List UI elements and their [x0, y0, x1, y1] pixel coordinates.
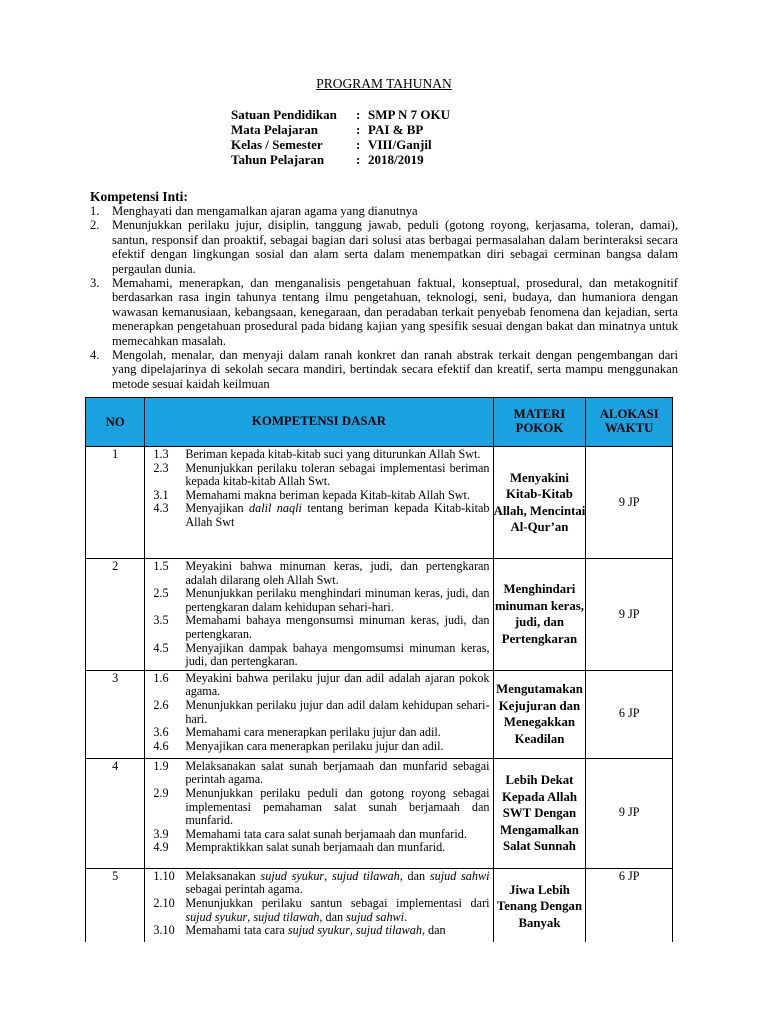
kd-item — [148, 672, 489, 699]
table-viewport — [85, 397, 675, 942]
ki-text: Menghayati dan mengamalkan ajaran agama yang dianutnya — [112, 204, 418, 218]
kd-table — [85, 397, 673, 942]
table-row — [86, 868, 673, 942]
kd-item — [148, 760, 489, 787]
materi-pokok: Menghindari minuman keras, judi, dan Pertengkaran — [493, 559, 586, 671]
kd-text: Memahami tata cara salat sunah berjamaah dan munfarid. — [185, 826, 467, 841]
ki-text: Mengolah, menalar, dan menyaji dalam ranah konkret dan ranah abstrak terkait dengan pengembangan dari yang dipelajarinya di sekolah secara mandiri, bertindak secara efektif dan kreatif, serta mampu menggunakan metode sesuai kaidah keilmuan — [112, 348, 678, 391]
ki-item — [90, 218, 678, 276]
kd-code: 2.9 — [153, 785, 169, 800]
row-number: 1 — [86, 447, 145, 559]
kd-code: 1.10 — [153, 868, 175, 883]
alokasi-waktu: 9 JP — [586, 758, 673, 868]
kd-cell — [145, 670, 493, 758]
kd-item — [148, 924, 489, 938]
meta-colon: : — [356, 122, 361, 137]
kd-code: 3.9 — [153, 826, 169, 841]
table-header-row — [86, 398, 673, 447]
materi-pokok: Lebih Dekat Kepada Allah SWT Dengan Mengamalkan Salat Sunnah — [493, 758, 586, 868]
ki-item — [90, 276, 678, 348]
meta-colon: : — [356, 137, 361, 152]
kd-item — [148, 699, 489, 726]
kd-item — [148, 587, 489, 614]
table-row — [86, 559, 673, 671]
kd-text: Melaksanakan salat sunah berjamaah dan munfarid sebagai perintah agama. — [185, 758, 490, 787]
materi-pokok: Jiwa Lebih Tenang Dengan Banyak — [493, 868, 586, 942]
kd-code: 3.10 — [153, 923, 175, 938]
page-title: PROGRAM TAHUNAN — [316, 76, 452, 91]
kd-item — [148, 740, 489, 754]
meta-value: 2018/2019 — [368, 152, 424, 167]
kd-item — [148, 560, 489, 587]
kd-code: 2.6 — [153, 697, 169, 712]
meta-row-satuan — [231, 107, 450, 122]
meta-value: VIII/Ganjil — [368, 137, 432, 152]
kd-code: 4.9 — [153, 840, 169, 855]
kd-text: Menunjukkan perilaku menghindari minuman keras, judi, dan pertengkaran dalam kehidupan sehari-hari. — [185, 586, 490, 614]
alokasi-waktu: 9 JP — [586, 559, 673, 671]
ki-number: 3. — [90, 276, 100, 291]
meta-row-tahun — [231, 152, 450, 167]
kd-item — [148, 828, 489, 842]
kd-text: Memahami makna beriman kepada Kitab-kitab Allah Swt. — [185, 487, 470, 502]
kd-text: Menyajikan dalil naqli tentang beriman kepada Kitab-kitab Allah Swt — [185, 501, 490, 529]
meta-row-mapel — [231, 122, 450, 137]
header-no: NO — [86, 398, 145, 447]
meta-key: Tahun Pelajaran — [231, 152, 325, 167]
table-row — [86, 670, 673, 758]
kd-code: 2.5 — [153, 586, 169, 601]
ki-text: Memahami, menerapkan, dan menganalisis pengetahuan faktual, konseptual, prosedural, dan metakognitif berdasarkan rasa ingin tahunya tentang ilmu pengetahuan, teknologi, seni, budaya, dan humaniora dengan wawasan kemanusiaan, kebangsaan, kenegaraan, dan peradaban terkait penyebab fenomena dan kejadian, serta menerapkan pengetahuan prosedural pada bidang kajian yang spesifik sesuai dengan bakat dan minatnya untuk memecahkan masalah. — [112, 276, 678, 348]
row-number: 2 — [86, 559, 145, 671]
kd-text: Beriman kepada kitab-kitab suci yang diturunkan Allah Swt. — [185, 447, 481, 461]
kd-code: 1.9 — [153, 758, 169, 773]
meta-colon: : — [356, 107, 361, 122]
kd-item — [148, 841, 489, 855]
kd-code: 2.10 — [153, 895, 175, 910]
kd-cell — [145, 559, 493, 671]
kd-item — [148, 462, 489, 489]
kd-cell — [145, 868, 493, 942]
table-row — [86, 758, 673, 868]
materi-pokok: Mengutamakan Kejujuran dan Menegakkan Keadilan — [493, 670, 586, 758]
alokasi-waktu: 6 JP — [586, 868, 673, 942]
kd-text: Menunjukkan perilaku toleran sebagai implementasi beriman kepada kitab-kitab Allah Swt. — [185, 460, 490, 489]
ki-heading: Kompetensi Inti: — [90, 189, 188, 204]
kd-cell — [145, 758, 493, 868]
kd-text: Memahami bahaya mengonsumsi minuman keras, judi, dan pertengkaran. — [185, 613, 490, 641]
kd-item — [148, 614, 489, 641]
row-number: 3 — [86, 670, 145, 758]
meta-value: SMP N 7 OKU — [368, 107, 450, 122]
kd-text: Menyajikan cara menerapkan perilaku jujur dan adil. — [185, 738, 444, 753]
ki-item — [90, 348, 678, 391]
meta-colon: : — [356, 152, 361, 167]
ki-number: 1. — [90, 204, 100, 218]
kd-item — [148, 489, 489, 503]
kd-text: Memahami tata cara sujud syukur, sujud tilawah, dan — [185, 923, 446, 938]
header-alokasi: ALOKASI WAKTU — [586, 398, 673, 447]
kd-code: 4.5 — [153, 640, 169, 655]
header-materi: MATERI POKOK — [493, 398, 586, 447]
meta-key: Kelas / Semester — [231, 137, 323, 152]
kd-text: Menunjukkan perilaku jujur dan adil dalam kehidupan sehari-hari. — [185, 697, 490, 726]
kd-code: 1.5 — [153, 559, 169, 573]
kd-text: Meyakini bahwa perilaku jujur dan adil adalah ajaran pokok agama. — [185, 670, 490, 699]
header-kd: KOMPETENSI DASAR — [145, 398, 493, 447]
meta-key: Satuan Pendidikan — [231, 107, 337, 122]
kd-code: 1.6 — [153, 670, 169, 685]
kd-code: 3.1 — [153, 487, 169, 502]
kd-text: Meyakini bahwa minuman keras, judi, dan pertengkaran adalah dilarang oleh Allah Swt. — [185, 559, 490, 587]
alokasi-waktu: 9 JP — [586, 447, 673, 559]
materi-pokok: Menyakini Kitab-Kitab Allah, Mencintai Al-Qur’an — [493, 447, 586, 559]
meta-row-kelas — [231, 137, 450, 152]
kd-item — [148, 448, 489, 462]
kd-code: 2.3 — [153, 460, 169, 475]
kd-code: 4.6 — [153, 738, 169, 753]
kd-item — [148, 726, 489, 740]
kd-item — [148, 502, 489, 529]
meta-value: PAI & BP — [368, 122, 424, 137]
row-number: 5 — [86, 868, 145, 942]
ki-list — [90, 204, 678, 391]
table-body — [86, 447, 673, 943]
kd-text: Mempraktikkan salat sunah berjamaah dan munfarid. — [185, 840, 446, 855]
kd-item — [148, 787, 489, 828]
kd-code: 3.6 — [153, 725, 169, 740]
alokasi-waktu: 6 JP — [586, 670, 673, 758]
meta-key: Mata Pelajaran — [231, 122, 319, 137]
kd-cell — [145, 447, 493, 559]
kd-item — [148, 642, 489, 669]
ki-text: Menunjukkan perilaku jujur, disiplin, tanggung jawab, peduli (gotong royong, kerjasama, toleran, damai), santun, responsif dan proaktif, sebagai bagian dari solusi atas berbagai permasalahan dalam berinteraksi secara efektif dengan lingkungan sosial dan alam serta dalam menempatkan diri sebagai cerminan bangsa dalam pergaulan dunia. — [112, 218, 678, 276]
kd-code: 1.3 — [153, 447, 169, 461]
kd-text: Menunjukkan perilaku peduli dan gotong royong sebagai implementasi pemahaman salat sunah berjamaah dan munfarid. — [185, 785, 490, 828]
kd-text: Melaksanakan sujud syukur, sujud tilawah, dan sujud sahwi sebagai perintah agama. — [185, 868, 490, 897]
row-number: 4 — [86, 758, 145, 868]
table-row — [86, 447, 673, 559]
ki-item — [90, 204, 678, 218]
kd-item — [148, 897, 489, 924]
kd-code: 4.3 — [153, 501, 169, 516]
kd-text: Memahami cara menerapkan perilaku jujur dan adil. — [185, 725, 441, 740]
kd-item — [148, 870, 489, 897]
kd-code: 3.5 — [153, 613, 169, 628]
kd-text: Menunjukkan perilaku santun sebagai implementasi dari sujud syukur, sujud tilawah, dan sujud sahwi. — [185, 895, 490, 924]
ki-number: 2. — [90, 218, 100, 233]
document-meta — [231, 107, 450, 167]
kd-text: Menyajikan dampak bahaya mengomsumsi minuman keras, judi, dan pertengkaran. — [185, 640, 490, 669]
ki-number: 4. — [90, 348, 100, 363]
